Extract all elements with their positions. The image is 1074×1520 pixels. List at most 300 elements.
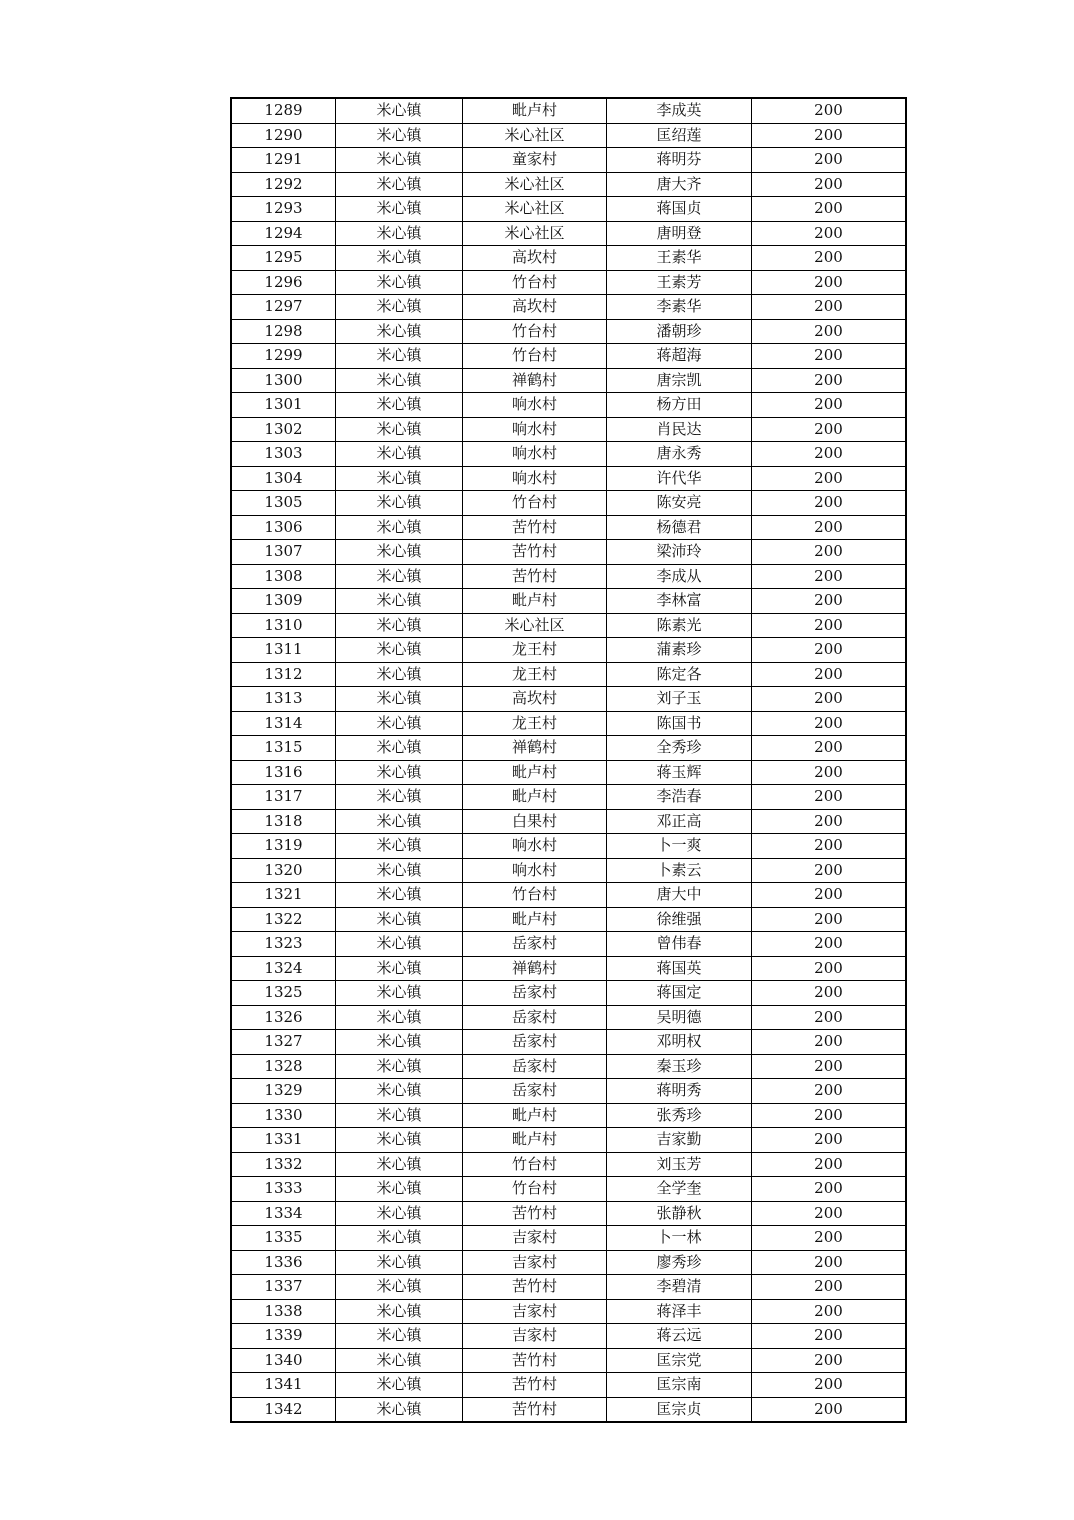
cell-person-name: 蒋国贞 [607, 197, 752, 222]
cell-row-number: 1308 [231, 564, 336, 589]
cell-amount: 200 [752, 246, 907, 271]
cell-row-number: 1291 [231, 148, 336, 173]
table-row [231, 1177, 906, 1202]
cell-village: 岳家村 [463, 981, 607, 1006]
cell-village: 吉家村 [463, 1226, 607, 1251]
cell-amount: 200 [752, 785, 907, 810]
cell-village: 毗卢村 [463, 785, 607, 810]
data-table [230, 97, 907, 1423]
cell-town: 米心镇 [336, 442, 463, 467]
cell-person-name: 唐永秀 [607, 442, 752, 467]
cell-town: 米心镇 [336, 711, 463, 736]
cell-row-number: 1327 [231, 1030, 336, 1055]
cell-town: 米心镇 [336, 491, 463, 516]
cell-town: 米心镇 [336, 368, 463, 393]
cell-amount: 200 [752, 393, 907, 418]
cell-person-name: 匡宗党 [607, 1348, 752, 1373]
cell-person-name: 蒋明秀 [607, 1079, 752, 1104]
cell-row-number: 1337 [231, 1275, 336, 1300]
cell-town: 米心镇 [336, 907, 463, 932]
cell-town: 米心镇 [336, 1079, 463, 1104]
cell-town: 米心镇 [336, 540, 463, 565]
cell-amount: 200 [752, 1177, 907, 1202]
cell-amount: 200 [752, 1030, 907, 1055]
cell-village: 岳家村 [463, 1030, 607, 1055]
table-row [231, 785, 906, 810]
cell-row-number: 1318 [231, 809, 336, 834]
cell-person-name: 唐宗凯 [607, 368, 752, 393]
table-row [231, 1201, 906, 1226]
cell-row-number: 1294 [231, 221, 336, 246]
cell-town: 米心镇 [336, 246, 463, 271]
cell-amount: 200 [752, 344, 907, 369]
cell-row-number: 1341 [231, 1373, 336, 1398]
cell-town: 米心镇 [336, 1397, 463, 1422]
cell-person-name: 邓正高 [607, 809, 752, 834]
cell-amount: 200 [752, 98, 907, 123]
cell-person-name: 廖秀珍 [607, 1250, 752, 1275]
cell-amount: 200 [752, 1103, 907, 1128]
cell-person-name: 匡宗贞 [607, 1397, 752, 1422]
cell-village: 响水村 [463, 442, 607, 467]
cell-person-name: 陈定各 [607, 662, 752, 687]
cell-village: 苦竹村 [463, 1373, 607, 1398]
cell-town: 米心镇 [336, 1250, 463, 1275]
cell-row-number: 1290 [231, 123, 336, 148]
table-row [231, 907, 906, 932]
cell-town: 米心镇 [336, 589, 463, 614]
cell-person-name: 刘玉芳 [607, 1152, 752, 1177]
cell-amount: 200 [752, 221, 907, 246]
cell-town: 米心镇 [336, 809, 463, 834]
cell-town: 米心镇 [336, 1005, 463, 1030]
cell-town: 米心镇 [336, 148, 463, 173]
cell-village: 禅鹤村 [463, 736, 607, 761]
cell-person-name: 许代华 [607, 466, 752, 491]
table-row [231, 515, 906, 540]
cell-village: 竹台村 [463, 319, 607, 344]
cell-amount: 200 [752, 760, 907, 785]
table-row [231, 368, 906, 393]
cell-row-number: 1297 [231, 295, 336, 320]
cell-village: 竹台村 [463, 344, 607, 369]
cell-row-number: 1306 [231, 515, 336, 540]
cell-amount: 200 [752, 197, 907, 222]
cell-village: 苦竹村 [463, 1275, 607, 1300]
cell-row-number: 1309 [231, 589, 336, 614]
cell-town: 米心镇 [336, 736, 463, 761]
cell-town: 米心镇 [336, 981, 463, 1006]
cell-row-number: 1324 [231, 956, 336, 981]
cell-row-number: 1295 [231, 246, 336, 271]
cell-town: 米心镇 [336, 564, 463, 589]
cell-person-name: 杨德君 [607, 515, 752, 540]
cell-person-name: 卜素云 [607, 858, 752, 883]
cell-village: 毗卢村 [463, 98, 607, 123]
cell-row-number: 1340 [231, 1348, 336, 1373]
cell-village: 苦竹村 [463, 1201, 607, 1226]
cell-village: 米心社区 [463, 197, 607, 222]
cell-row-number: 1296 [231, 270, 336, 295]
cell-village: 吉家村 [463, 1250, 607, 1275]
cell-person-name: 吉家勤 [607, 1128, 752, 1153]
table-row [231, 123, 906, 148]
cell-row-number: 1323 [231, 932, 336, 957]
cell-amount: 200 [752, 491, 907, 516]
cell-row-number: 1289 [231, 98, 336, 123]
cell-amount: 200 [752, 858, 907, 883]
cell-row-number: 1336 [231, 1250, 336, 1275]
cell-person-name: 唐大中 [607, 883, 752, 908]
table-row [231, 1103, 906, 1128]
cell-row-number: 1332 [231, 1152, 336, 1177]
cell-town: 米心镇 [336, 1275, 463, 1300]
cell-person-name: 秦玉珍 [607, 1054, 752, 1079]
cell-town: 米心镇 [336, 638, 463, 663]
cell-row-number: 1319 [231, 834, 336, 859]
cell-person-name: 王素芳 [607, 270, 752, 295]
cell-amount: 200 [752, 956, 907, 981]
cell-row-number: 1302 [231, 417, 336, 442]
cell-amount: 200 [752, 1373, 907, 1398]
cell-town: 米心镇 [336, 393, 463, 418]
cell-person-name: 肖民达 [607, 417, 752, 442]
cell-amount: 200 [752, 711, 907, 736]
cell-row-number: 1320 [231, 858, 336, 883]
cell-town: 米心镇 [336, 1201, 463, 1226]
cell-row-number: 1316 [231, 760, 336, 785]
cell-row-number: 1342 [231, 1397, 336, 1422]
table-row [231, 1373, 906, 1398]
cell-amount: 200 [752, 907, 907, 932]
cell-village: 毗卢村 [463, 760, 607, 785]
cell-person-name: 匡宗南 [607, 1373, 752, 1398]
cell-village: 禅鹤村 [463, 368, 607, 393]
cell-village: 响水村 [463, 834, 607, 859]
table-row [231, 491, 906, 516]
table-row [231, 540, 906, 565]
table-row [231, 1054, 906, 1079]
cell-town: 米心镇 [336, 123, 463, 148]
cell-town: 米心镇 [336, 1373, 463, 1398]
cell-village: 童家村 [463, 148, 607, 173]
cell-village: 岳家村 [463, 1079, 607, 1104]
cell-amount: 200 [752, 1005, 907, 1030]
table-row [231, 638, 906, 663]
table-row [231, 589, 906, 614]
cell-row-number: 1300 [231, 368, 336, 393]
table-row [231, 1005, 906, 1030]
cell-village: 响水村 [463, 417, 607, 442]
cell-amount: 200 [752, 1226, 907, 1251]
table-row [231, 809, 906, 834]
cell-row-number: 1334 [231, 1201, 336, 1226]
cell-town: 米心镇 [336, 515, 463, 540]
cell-person-name: 吴明德 [607, 1005, 752, 1030]
table-row [231, 883, 906, 908]
cell-person-name: 李林富 [607, 589, 752, 614]
cell-amount: 200 [752, 638, 907, 663]
cell-amount: 200 [752, 1250, 907, 1275]
cell-row-number: 1321 [231, 883, 336, 908]
table-row [231, 1152, 906, 1177]
cell-row-number: 1303 [231, 442, 336, 467]
cell-person-name: 陈素光 [607, 613, 752, 638]
cell-amount: 200 [752, 1275, 907, 1300]
cell-person-name: 刘子玉 [607, 687, 752, 712]
table-row [231, 295, 906, 320]
cell-village: 米心社区 [463, 221, 607, 246]
cell-amount: 200 [752, 981, 907, 1006]
cell-village: 岳家村 [463, 1054, 607, 1079]
cell-person-name: 蒋云远 [607, 1324, 752, 1349]
table-row [231, 148, 906, 173]
cell-row-number: 1310 [231, 613, 336, 638]
table-row [231, 687, 906, 712]
cell-town: 米心镇 [336, 785, 463, 810]
cell-amount: 200 [752, 687, 907, 712]
cell-person-name: 李浩春 [607, 785, 752, 810]
table-row [231, 711, 906, 736]
cell-row-number: 1292 [231, 172, 336, 197]
table-row [231, 1275, 906, 1300]
cell-person-name: 杨方田 [607, 393, 752, 418]
cell-row-number: 1328 [231, 1054, 336, 1079]
cell-amount: 200 [752, 589, 907, 614]
cell-village: 苦竹村 [463, 1348, 607, 1373]
cell-amount: 200 [752, 662, 907, 687]
cell-person-name: 蒋玉辉 [607, 760, 752, 785]
cell-person-name: 蒋明芬 [607, 148, 752, 173]
cell-person-name: 蒋泽丰 [607, 1299, 752, 1324]
table-row [231, 613, 906, 638]
cell-amount: 200 [752, 123, 907, 148]
cell-town: 米心镇 [336, 417, 463, 442]
cell-town: 米心镇 [336, 221, 463, 246]
table-row [231, 197, 906, 222]
cell-village: 龙王村 [463, 711, 607, 736]
cell-town: 米心镇 [336, 1103, 463, 1128]
table-row [231, 393, 906, 418]
cell-amount: 200 [752, 540, 907, 565]
cell-person-name: 蒋国定 [607, 981, 752, 1006]
table-row [231, 1226, 906, 1251]
cell-town: 米心镇 [336, 687, 463, 712]
cell-village: 龙王村 [463, 662, 607, 687]
cell-person-name: 唐明登 [607, 221, 752, 246]
table-row [231, 344, 906, 369]
cell-village: 吉家村 [463, 1324, 607, 1349]
cell-amount: 200 [752, 834, 907, 859]
cell-town: 米心镇 [336, 1299, 463, 1324]
cell-person-name: 徐维强 [607, 907, 752, 932]
cell-town: 米心镇 [336, 295, 463, 320]
cell-town: 米心镇 [336, 760, 463, 785]
cell-amount: 200 [752, 809, 907, 834]
cell-amount: 200 [752, 1201, 907, 1226]
cell-amount: 200 [752, 1348, 907, 1373]
cell-village: 响水村 [463, 858, 607, 883]
table-row [231, 466, 906, 491]
cell-amount: 200 [752, 515, 907, 540]
cell-row-number: 1315 [231, 736, 336, 761]
cell-village: 吉家村 [463, 1299, 607, 1324]
cell-town: 米心镇 [336, 319, 463, 344]
cell-amount: 200 [752, 1128, 907, 1153]
cell-town: 米心镇 [336, 197, 463, 222]
table-row [231, 981, 906, 1006]
cell-row-number: 1326 [231, 1005, 336, 1030]
cell-person-name: 张秀珍 [607, 1103, 752, 1128]
cell-row-number: 1339 [231, 1324, 336, 1349]
cell-person-name: 蒋超海 [607, 344, 752, 369]
table-row [231, 246, 906, 271]
table-body [231, 98, 906, 1422]
cell-person-name: 邓明权 [607, 1030, 752, 1055]
cell-row-number: 1335 [231, 1226, 336, 1251]
cell-town: 米心镇 [336, 956, 463, 981]
cell-village: 米心社区 [463, 123, 607, 148]
cell-town: 米心镇 [336, 858, 463, 883]
cell-person-name: 唐大齐 [607, 172, 752, 197]
cell-row-number: 1314 [231, 711, 336, 736]
cell-person-name: 全学奎 [607, 1177, 752, 1202]
table-row [231, 1299, 906, 1324]
cell-amount: 200 [752, 417, 907, 442]
cell-amount: 200 [752, 932, 907, 957]
cell-town: 米心镇 [336, 1054, 463, 1079]
table-row [231, 319, 906, 344]
cell-person-name: 张静秋 [607, 1201, 752, 1226]
cell-person-name: 卜一林 [607, 1226, 752, 1251]
cell-village: 龙王村 [463, 638, 607, 663]
cell-person-name: 匡绍莲 [607, 123, 752, 148]
table-row [231, 172, 906, 197]
cell-amount: 200 [752, 736, 907, 761]
table-row [231, 956, 906, 981]
cell-row-number: 1305 [231, 491, 336, 516]
cell-village: 毗卢村 [463, 1128, 607, 1153]
cell-village: 高坎村 [463, 246, 607, 271]
cell-village: 毗卢村 [463, 1103, 607, 1128]
cell-row-number: 1330 [231, 1103, 336, 1128]
cell-village: 竹台村 [463, 270, 607, 295]
cell-person-name: 潘朝珍 [607, 319, 752, 344]
cell-amount: 200 [752, 466, 907, 491]
cell-amount: 200 [752, 148, 907, 173]
cell-village: 苦竹村 [463, 564, 607, 589]
cell-person-name: 蒋国英 [607, 956, 752, 981]
cell-amount: 200 [752, 270, 907, 295]
table-row [231, 417, 906, 442]
cell-village: 苦竹村 [463, 515, 607, 540]
cell-town: 米心镇 [336, 834, 463, 859]
table-row [231, 834, 906, 859]
cell-row-number: 1311 [231, 638, 336, 663]
cell-town: 米心镇 [336, 344, 463, 369]
cell-village: 岳家村 [463, 1005, 607, 1030]
cell-village: 竹台村 [463, 883, 607, 908]
cell-town: 米心镇 [336, 1030, 463, 1055]
cell-village: 竹台村 [463, 491, 607, 516]
cell-row-number: 1301 [231, 393, 336, 418]
cell-town: 米心镇 [336, 1128, 463, 1153]
cell-village: 响水村 [463, 466, 607, 491]
cell-town: 米心镇 [336, 883, 463, 908]
cell-town: 米心镇 [336, 662, 463, 687]
cell-town: 米心镇 [336, 98, 463, 123]
cell-village: 竹台村 [463, 1152, 607, 1177]
cell-village: 白果村 [463, 809, 607, 834]
cell-amount: 200 [752, 1079, 907, 1104]
cell-amount: 200 [752, 1324, 907, 1349]
cell-row-number: 1307 [231, 540, 336, 565]
cell-amount: 200 [752, 172, 907, 197]
cell-town: 米心镇 [336, 1152, 463, 1177]
cell-row-number: 1298 [231, 319, 336, 344]
cell-town: 米心镇 [336, 172, 463, 197]
cell-row-number: 1338 [231, 1299, 336, 1324]
table-row [231, 98, 906, 123]
cell-amount: 200 [752, 368, 907, 393]
table-row [231, 662, 906, 687]
cell-row-number: 1329 [231, 1079, 336, 1104]
cell-town: 米心镇 [336, 1226, 463, 1251]
cell-person-name: 曾伟春 [607, 932, 752, 957]
cell-amount: 200 [752, 883, 907, 908]
cell-village: 米心社区 [463, 613, 607, 638]
cell-village: 毗卢村 [463, 907, 607, 932]
table-row [231, 1250, 906, 1275]
cell-village: 米心社区 [463, 172, 607, 197]
cell-person-name: 李素华 [607, 295, 752, 320]
table-row [231, 1079, 906, 1104]
cell-village: 禅鹤村 [463, 956, 607, 981]
cell-person-name: 陈国书 [607, 711, 752, 736]
cell-row-number: 1333 [231, 1177, 336, 1202]
table-row [231, 760, 906, 785]
cell-village: 苦竹村 [463, 540, 607, 565]
cell-person-name: 李碧清 [607, 1275, 752, 1300]
cell-row-number: 1322 [231, 907, 336, 932]
cell-town: 米心镇 [336, 1348, 463, 1373]
cell-amount: 200 [752, 564, 907, 589]
cell-town: 米心镇 [336, 1177, 463, 1202]
cell-village: 高坎村 [463, 295, 607, 320]
cell-town: 米心镇 [336, 932, 463, 957]
cell-town: 米心镇 [336, 466, 463, 491]
cell-person-name: 陈安亮 [607, 491, 752, 516]
cell-village: 苦竹村 [463, 1397, 607, 1422]
cell-village: 毗卢村 [463, 589, 607, 614]
table-row [231, 1324, 906, 1349]
cell-person-name: 卜一爽 [607, 834, 752, 859]
cell-row-number: 1293 [231, 197, 336, 222]
table-row [231, 1030, 906, 1055]
table-row [231, 932, 906, 957]
cell-row-number: 1325 [231, 981, 336, 1006]
cell-row-number: 1331 [231, 1128, 336, 1153]
cell-village: 高坎村 [463, 687, 607, 712]
cell-row-number: 1304 [231, 466, 336, 491]
cell-town: 米心镇 [336, 270, 463, 295]
cell-village: 响水村 [463, 393, 607, 418]
cell-person-name: 王素华 [607, 246, 752, 271]
cell-amount: 200 [752, 613, 907, 638]
table-row [231, 1397, 906, 1422]
table-row [231, 736, 906, 761]
cell-row-number: 1313 [231, 687, 336, 712]
